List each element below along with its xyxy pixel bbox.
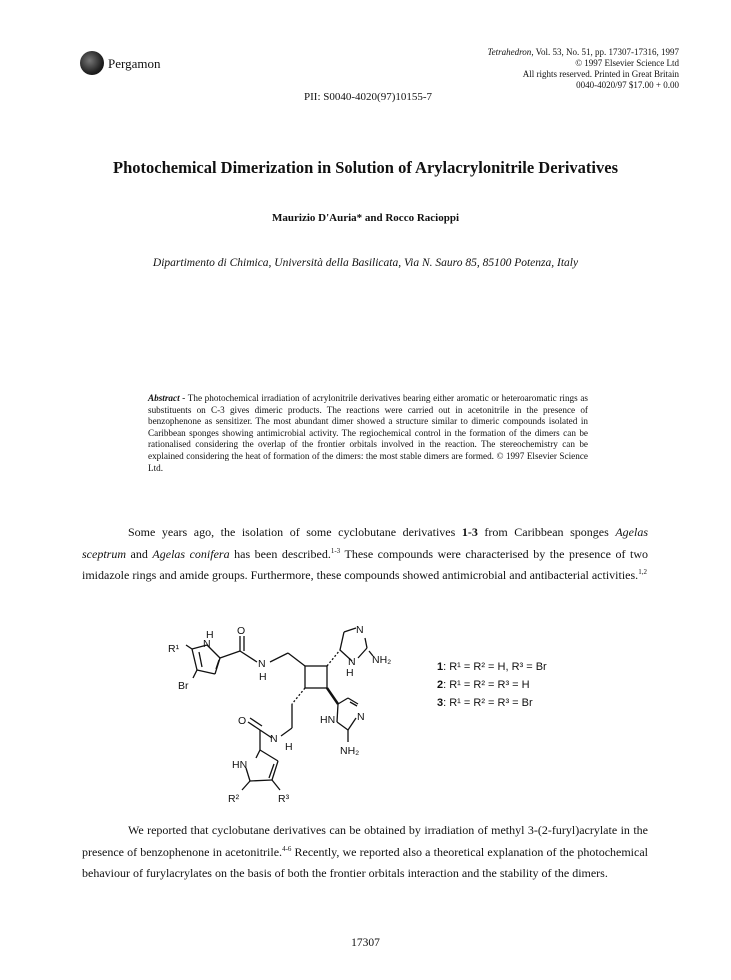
atom-o: O [237, 625, 246, 637]
abstract [148, 393, 588, 474]
paragraph-1 [82, 522, 648, 587]
copyright-line: © 1997 Elsevier Science Ltd [575, 58, 679, 68]
journal-info [487, 47, 679, 91]
paragraph-2 [82, 820, 648, 885]
p1-citation: 1,2 [638, 568, 647, 576]
citation-text: , Vol. 53, No. 51, pp. 17307-17316, 1997 [531, 47, 679, 57]
atom-hn: HN [232, 759, 248, 771]
atom-br: Br [178, 680, 189, 692]
p2-citation: 4-6 [282, 844, 292, 853]
p1-citation: 1-3 [330, 546, 341, 555]
pergamon-logo [80, 51, 104, 75]
atom-n: N [203, 638, 211, 650]
atom-r1: R¹ [168, 643, 180, 655]
atom-hn: HN [320, 714, 336, 726]
legend-entry [437, 676, 547, 694]
atom-nh2: NH₂ [340, 745, 360, 757]
citation-line [487, 47, 679, 58]
compound-number: 3 [437, 697, 444, 709]
abstract-label: Abstract - [148, 393, 186, 403]
atom-n: N [357, 711, 365, 723]
atom-n: N [356, 624, 364, 636]
atom-nh2: NH₂ [372, 654, 392, 666]
atom-h: H [285, 741, 293, 753]
legend-entry [437, 694, 547, 712]
legend-entry [437, 658, 547, 676]
atom-n: N [348, 656, 356, 668]
page-number: 17307 [351, 937, 380, 949]
atom-n: N [258, 658, 266, 670]
legend-text: : R¹ = R² = R³ = H [443, 679, 530, 691]
chemical-structure [160, 618, 420, 808]
atom-r3: R³ [278, 793, 290, 805]
issn-price-line: 0040-4020/97 $17.00 + 0.00 [576, 80, 679, 90]
authors: Maurizio D'Auria* and Rocco Racioppi [272, 212, 459, 224]
p1-species: Agelas sceptrum [82, 525, 648, 561]
compound-number: 1 [437, 661, 444, 673]
atom-n: N [270, 733, 278, 745]
atom-h: H [346, 667, 354, 679]
paper-title: Photochemical Dimerization in Solution of Arylacrylonitrile Derivatives [113, 158, 618, 177]
p1-text: has been described. [229, 546, 331, 561]
abstract-text: The photochemical irradiation of acrylonitrile derivatives bearing either aromatic or heteroaromatic rings as substituents on C-3 gives dimeric products. The reactions were carried out in acetonitrile in the presence of benzophenone as sensitizer. The most abundant dimer showed a structure similar to dimeric compounds isolated in Caribbean sponges showing antimicrobial activity. The regiochemical control in the formation of the dimers can be rationalised considering the overlap of the frontier orbitals involved in the reaction. The stereochemistry can be explained considering the heat of formation of the dimers: the most stable dimers are formed. © 1997 Elsevier Science Ltd. [148, 393, 588, 473]
compound-number: 2 [437, 679, 444, 691]
p1-text: from Caribbean sponges [477, 525, 616, 539]
legend-text: : R¹ = R² = R³ = Br [443, 697, 533, 709]
p1-compound-ref: 1-3 [461, 525, 478, 539]
rights-line: All rights reserved. Printed in Great Britain [522, 69, 679, 79]
atom-o: O [238, 715, 247, 727]
atom-r2: R² [228, 793, 240, 805]
atom-h: H [259, 671, 267, 683]
pii: PII: S0040-4020(97)10155-7 [304, 91, 433, 103]
compound-legend [437, 658, 547, 712]
affiliation: Dipartimento di Chimica, Università della Basilicata, Via N. Sauro 85, 85100 Potenza, Italy [152, 257, 579, 269]
journal-name: Tetrahedron [487, 47, 532, 57]
p1-species: Agelas conifera [152, 546, 230, 561]
p2-text: We reported that cyclobutane derivatives can be obtained by irradiation of methyl 3-(2-furyl)acrylate in the presence of benzophenone in acetonitrile. [82, 823, 648, 859]
atom-h: H [206, 629, 214, 641]
p1-text: Some years ago, the isolation of some cyclobutane derivatives [128, 525, 462, 539]
p1-text: and [126, 546, 153, 561]
p2-text: Recently, we reported also a theoretical explanation of the photochemical behaviour of furylacrylates on the basis of both the frontier orbitals interaction and the stability of the dimers. [82, 844, 649, 880]
legend-text: : R¹ = R² = H, R³ = Br [443, 661, 547, 673]
publisher-name: Pergamon [108, 56, 161, 71]
p1-text: These compounds were characterised by the presence of two imidazole rings and amide groups. Furthermore, these compounds showed antimicrobial and antibacterial activities. [82, 546, 648, 582]
